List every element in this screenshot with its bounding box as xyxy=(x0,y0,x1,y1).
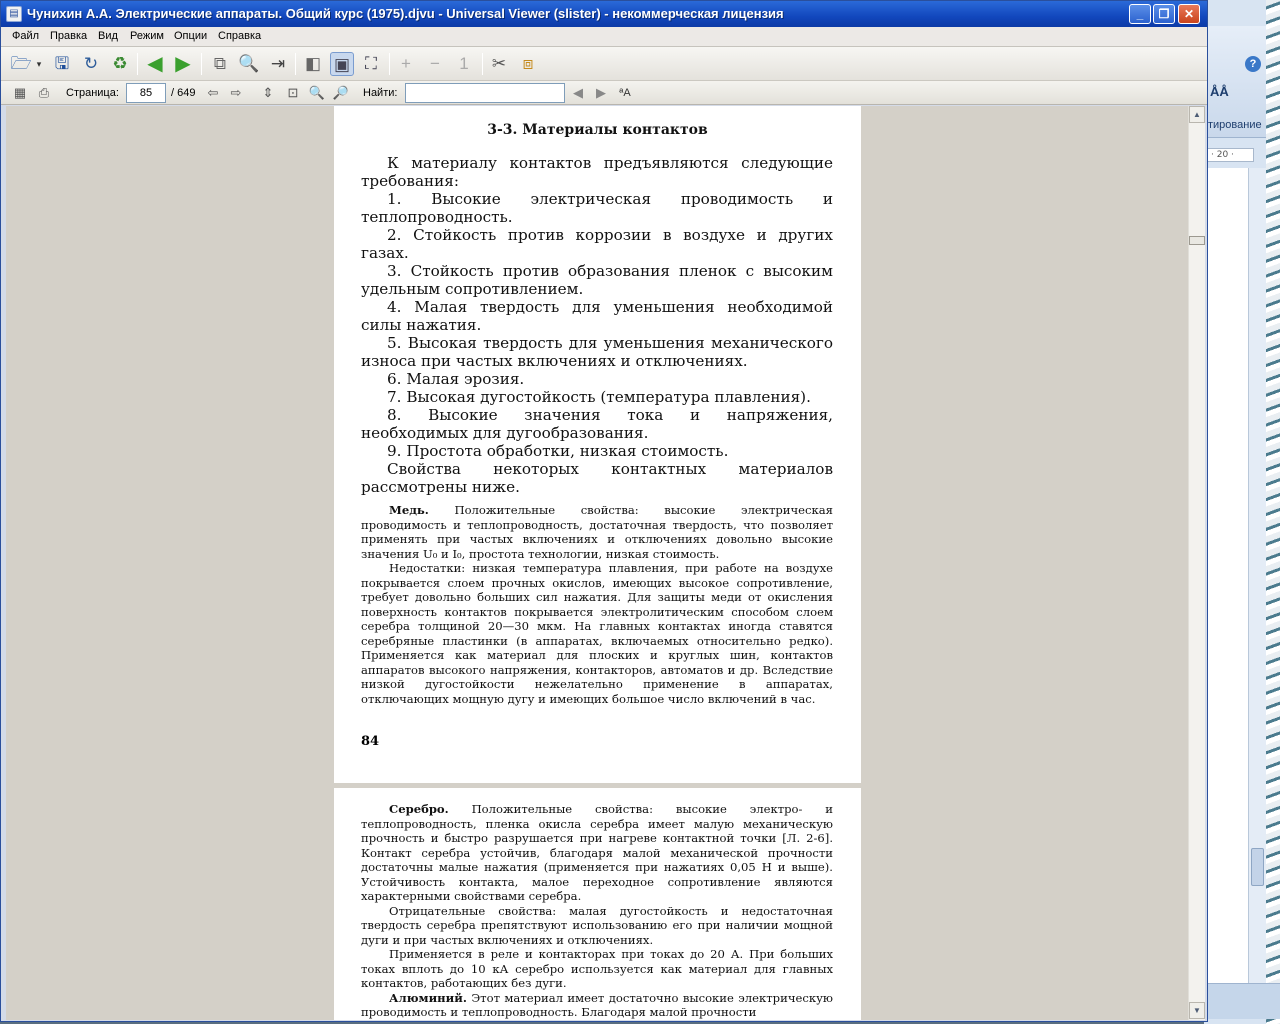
close-button[interactable]: ✕ xyxy=(1178,4,1200,24)
tools-icon[interactable]: ✂ xyxy=(491,54,507,73)
document-toolbar xyxy=(1,81,1207,105)
page-total: / 649 xyxy=(171,87,196,99)
image-mode-icon[interactable]: ▣ xyxy=(330,52,354,76)
paragraph xyxy=(361,991,833,1020)
requirements-text xyxy=(361,154,833,496)
list-item: 2. Стойкость против коррозии в воздухе и других газах. xyxy=(361,226,833,262)
paragraph xyxy=(361,802,833,904)
copper-text xyxy=(361,503,833,706)
toolbar-separator xyxy=(201,53,202,75)
ruler: · 20 · xyxy=(1204,148,1254,162)
toolbar-separator xyxy=(137,53,138,75)
find-in-page-icon[interactable]: 🔍 xyxy=(238,54,260,73)
zoom-out-icon[interactable]: − xyxy=(430,54,440,73)
term: Медь. xyxy=(389,503,429,517)
term: Серебро. xyxy=(389,802,449,816)
list-item: 6. Малая эрозия. xyxy=(387,370,525,388)
recycle-icon[interactable]: ♻ xyxy=(112,54,128,73)
background-app-window[interactable] xyxy=(1204,0,1280,1024)
background-scroll-thumb[interactable] xyxy=(1251,848,1264,886)
background-scrollbar[interactable] xyxy=(1248,168,1266,983)
find-icon[interactable]: ÅÅ xyxy=(1210,84,1229,99)
paragraph-text: Этот материал имеет достаточно высокие электрическую проводимость и теплопроводность. Благодаря малой прочности xyxy=(361,990,833,1019)
document-icon: ▤ xyxy=(6,6,22,22)
page-84 xyxy=(334,106,861,783)
background-statusbar xyxy=(1204,983,1280,1019)
paragraph: Недостатки: низкая температура плавления, при работе на воздухе покрывается слоем прочных окислов, имеющих высокое сопротивление, требует довольно больших сил нажатия. Для защиты меди от окисления поверхность контактов покрывается электролитическим способом слоем серебра толщиной 20—30 мкм. На главных контактах иногда ставятся серебряные пластинки (в аппаратах, включаемых относительно редко). Применяется как материал для плоских и круглых шин, контактов аппаратов высокого напряжения, контакторов, автоматов и др. Вследствие низкой дугостойкости нежелательно применение в аппаратах, отключающих мощную дугу и имеющих большое число включений в час. xyxy=(361,561,833,706)
page-number-input[interactable]: 85 xyxy=(126,83,166,103)
page-number: 84 xyxy=(361,734,380,749)
vertical-scrollbar[interactable] xyxy=(1188,106,1205,1020)
term: Алюминий. xyxy=(389,990,467,1005)
menu-bar xyxy=(1,27,1207,47)
paragraph: Отрицательные свойства: малая дугостойкость и недостаточная твердость серебра препятствуют использованию его при наличии мощной дуги и при частых включениях и отключениях. xyxy=(361,903,833,947)
paragraph-text: Положительные свойства: высокие электро- и теплопроводность, пленка окисла серебра имеет малую механическую прочность и быстро разрушается при нагреве контактной точки [Л. 2-6]. Контакт серебра устойчив, благодаря малой механической прочности достаточны малые нажатия (применяется при нажатиях 0,05 Н и выше). Устойчивость контакта, малое переходное сопротивление являются характерными свойствами серебра. xyxy=(361,802,834,903)
open-dropdown-icon[interactable]: ▾ xyxy=(36,59,42,69)
toolbar-separator xyxy=(482,53,483,75)
page-85 xyxy=(334,788,861,1020)
silver-text xyxy=(361,802,833,1020)
section-heading: 3-3. Материалы контактов xyxy=(487,122,708,138)
menu-mode[interactable]: Режим xyxy=(130,30,164,42)
plugins-icon[interactable]: ⧈ xyxy=(522,54,534,73)
thumbnails-icon[interactable]: ▦ xyxy=(13,85,27,100)
menu-file[interactable]: Файл xyxy=(12,30,40,42)
find-prev-icon[interactable]: ◀ xyxy=(573,85,583,100)
document-view[interactable] xyxy=(6,106,1188,1020)
find-label: Найти: xyxy=(363,87,398,99)
background-document xyxy=(1208,168,1250,983)
find-next-icon[interactable]: ▶ xyxy=(596,85,606,100)
previous-file-icon[interactable]: ◀ xyxy=(147,53,163,75)
open-icon[interactable]: 🗁 xyxy=(10,54,32,73)
paragraph: Свойства некоторых контактных материалов рассмотрены ниже. xyxy=(361,460,833,496)
fullscreen-icon[interactable]: ⛶ xyxy=(365,54,377,73)
next-page-icon[interactable]: ⇨ xyxy=(230,85,242,100)
fit-width-icon[interactable]: ⇕ xyxy=(262,85,274,100)
toolbar-separator xyxy=(389,53,390,75)
list-item: 5. Высокая твердость для уменьшения механического износа при частых включениях и отключениях. xyxy=(361,334,833,370)
toolbar-separator xyxy=(295,53,296,75)
paragraph: Применяется в реле и контакторах при токах до 20 А. При больших токах вплоть до 10 кА серебро используется как материал для главных контактов, работающих без дуги. xyxy=(361,947,833,990)
list-item: 8. Высокие значения тока и напряжения, необходимых для дугообразования. xyxy=(361,406,833,442)
scroll-up-icon[interactable]: ▲ xyxy=(1189,106,1205,123)
help-icon[interactable]: ? xyxy=(1245,56,1261,72)
list-item: 1. Высокие электрическая проводимость и теплопроводность. xyxy=(361,190,833,226)
scroll-down-icon[interactable]: ▼ xyxy=(1189,1002,1205,1019)
zoom-in-page-icon[interactable]: 🔎 xyxy=(332,85,350,100)
save-icon[interactable]: 🖫 xyxy=(54,54,70,73)
next-file-icon[interactable]: ▶ xyxy=(175,53,191,75)
prev-page-icon[interactable]: ⇦ xyxy=(207,85,219,100)
list-item: 3. Стойкость против образования пленок с высоким удельным сопротивлением. xyxy=(361,262,833,298)
paragraph-text: Положительные свойства: высокие электрическая проводимость и теплопроводность, достаточная твердость, что позволяет применять при частых включениях и отключениях довольно высокие значения U₀ и I₀, простота технологии, низкая стоимость. xyxy=(361,503,833,561)
zoom-out-page-icon[interactable]: 🔍 xyxy=(308,85,326,100)
main-toolbar xyxy=(1,47,1207,81)
title-bar[interactable] xyxy=(1,1,1207,27)
menu-edit[interactable]: Правка xyxy=(50,30,88,42)
actual-size-icon[interactable]: 1 xyxy=(459,54,469,73)
minimize-button[interactable]: _ xyxy=(1129,4,1151,24)
list-item: 7. Высокая дугостойкость (температура плавления). xyxy=(387,388,811,406)
find-input[interactable] xyxy=(405,83,565,103)
zoom-in-icon[interactable]: + xyxy=(401,54,411,73)
maximize-button[interactable]: ❐ xyxy=(1153,4,1175,24)
desktop-wallpaper-strip xyxy=(1266,0,1280,1024)
scroll-thumb[interactable] xyxy=(1189,236,1205,245)
menu-view[interactable]: Вид xyxy=(98,30,118,42)
match-case-icon[interactable]: ªA xyxy=(619,87,631,99)
menu-options[interactable]: Опции xyxy=(174,30,208,42)
paragraph xyxy=(361,503,833,561)
panel-toggle-icon[interactable]: ◧ xyxy=(304,54,322,73)
reload-icon[interactable]: ↻ xyxy=(83,54,99,73)
list-item: 9. Простота обработки, низкая стоимость. xyxy=(387,442,729,460)
goto-icon[interactable]: ⇥ xyxy=(270,54,286,73)
list-item: 4. Малая твердость для уменьшения необходимой силы нажатия. xyxy=(361,298,833,334)
copy-icon[interactable]: ⧉ xyxy=(213,54,227,73)
menu-help[interactable]: Справка xyxy=(218,30,262,42)
paragraph: К материалу контактов предъявляются следующие требования: xyxy=(361,154,833,190)
print-icon[interactable]: ⎙ xyxy=(38,85,50,100)
ribbon-editing-label[interactable]: тирование xyxy=(1208,119,1262,131)
window-title: Чунихин А.А. Электрические аппараты. Общий курс (1975).djvu - Universal Viewer (slister) - некоммерческая лицензия xyxy=(27,6,784,21)
page-label: Страница: xyxy=(66,87,119,99)
fit-page-icon[interactable]: ⊡ xyxy=(287,85,299,100)
